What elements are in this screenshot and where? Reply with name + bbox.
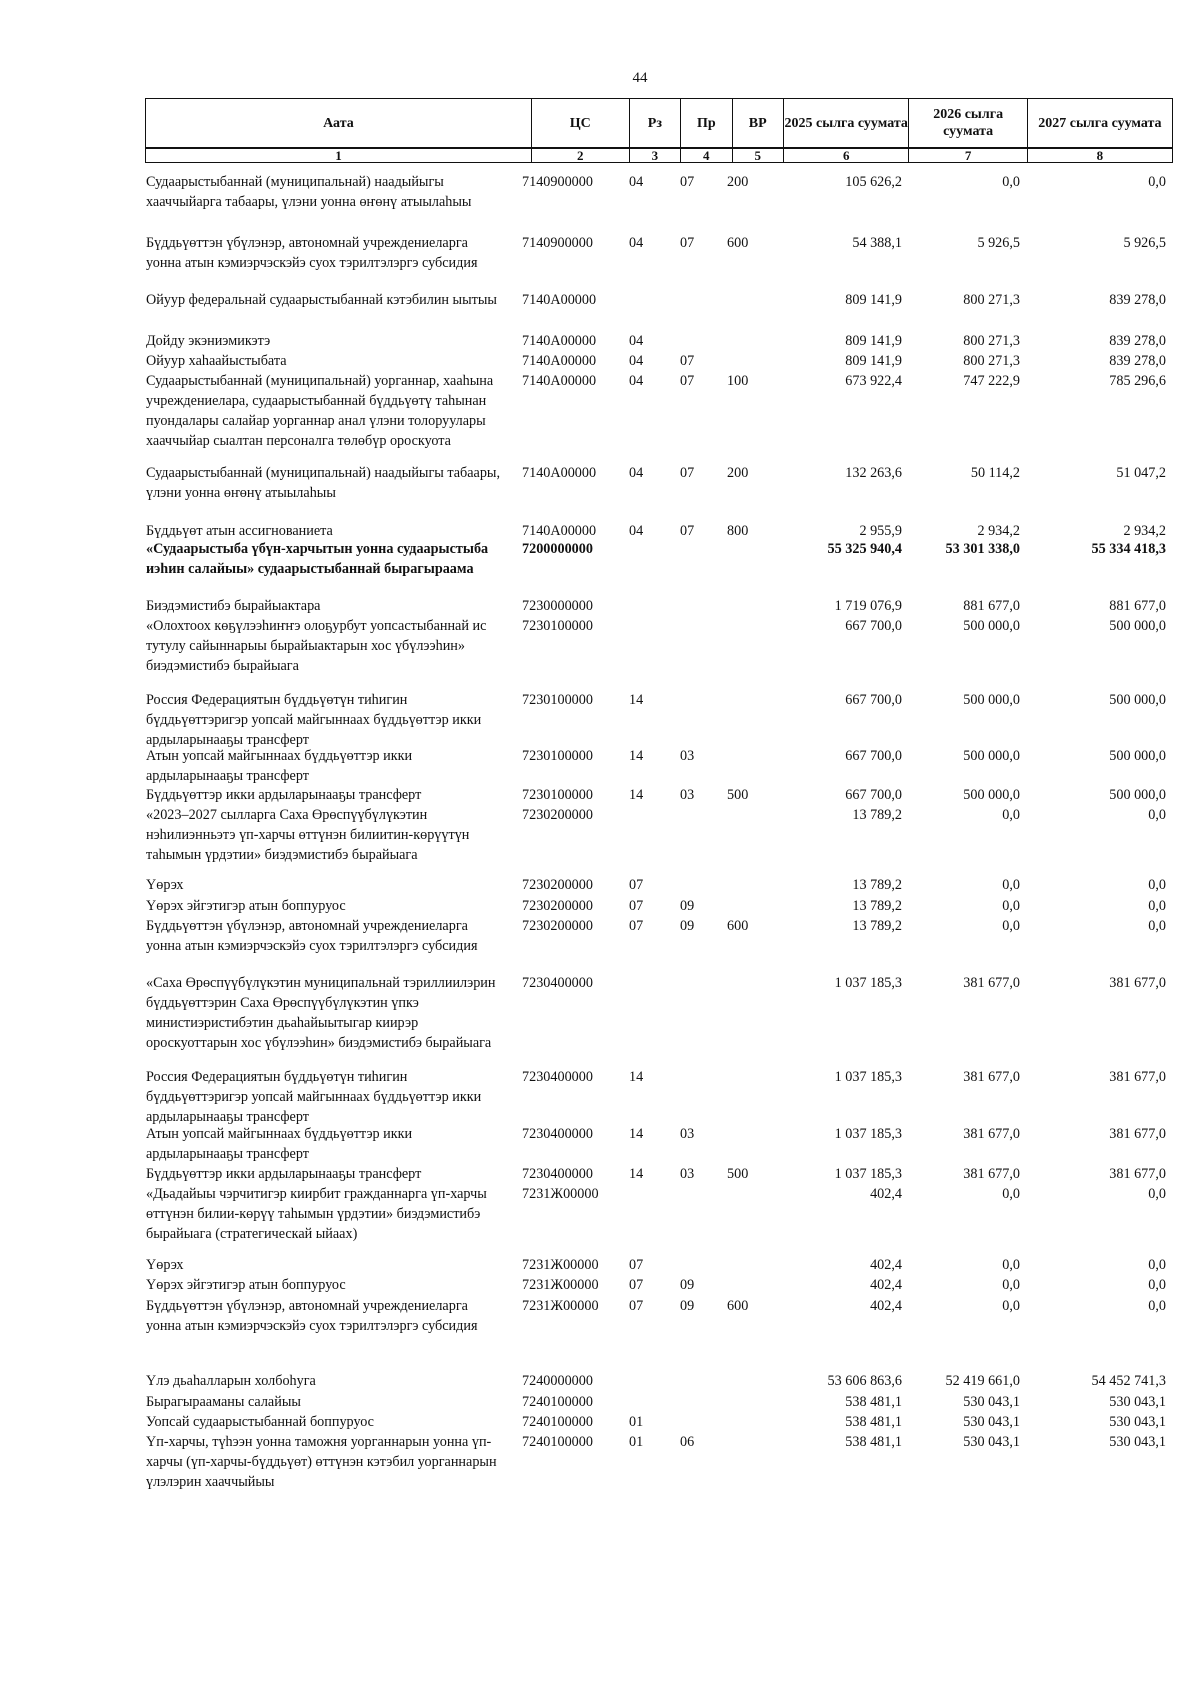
row-value-2025: 402,4 xyxy=(870,1298,902,1314)
row-pr: 03 xyxy=(680,1166,695,1182)
row-value-2026: 52 419 661,0 xyxy=(945,1373,1020,1389)
row-value-2026: 0,0 xyxy=(1002,918,1020,934)
row-value-2026: 5 926,5 xyxy=(977,235,1020,251)
row-name: Уопсай судаарыстыбаннай боппуруос xyxy=(146,1414,374,1430)
row-value-2027: 0,0 xyxy=(1148,1186,1166,1202)
row-value-2027: 381 677,0 xyxy=(1109,1166,1166,1182)
row-value-2027: 785 296,6 xyxy=(1109,373,1166,389)
row-value-2025: 667 700,0 xyxy=(845,618,902,634)
row-value-2026: 0,0 xyxy=(1002,898,1020,914)
row-value-2026: 0,0 xyxy=(1002,807,1020,823)
row-value-2025: 1 037 185,3 xyxy=(834,1126,902,1142)
row-cs: 7230100000 xyxy=(522,787,593,803)
row-cs: 7231Ж00000 xyxy=(522,1298,599,1314)
column-number: 4 xyxy=(681,148,732,163)
row-cs: 7230400000 xyxy=(522,1126,593,1142)
row-name: «2023–2027 сылларга Саха Өрөспүүбүлүкэтин нэһилиэнньэтэ үп-харчы өттүнэн билиитин-көрүүтүн таһымын үрдэтии» биэдэмистибэ бырайыага xyxy=(146,807,470,863)
row-value-2025: 1 037 185,3 xyxy=(834,975,902,991)
row-cs: 7140А00000 xyxy=(522,523,597,539)
row-pr: 03 xyxy=(680,787,695,803)
row-value-2025: 132 263,6 xyxy=(845,465,902,481)
row-pr: 07 xyxy=(680,235,695,251)
row-pr: 07 xyxy=(680,353,695,369)
row-pr: 09 xyxy=(680,1277,695,1293)
row-name: Үөрэх эйгэтигэр атын боппуруос xyxy=(146,898,346,914)
row-value-2027: 0,0 xyxy=(1148,1277,1166,1293)
row-rz: 04 xyxy=(629,373,644,389)
row-value-2025: 13 789,2 xyxy=(852,877,902,893)
row-value-2027: 530 043,1 xyxy=(1109,1414,1166,1430)
row-rz: 04 xyxy=(629,523,644,539)
row-value-2026: 0,0 xyxy=(1002,174,1020,190)
column-number: 7 xyxy=(909,148,1027,163)
row-value-2027: 381 677,0 xyxy=(1109,975,1166,991)
column-number: 2 xyxy=(531,148,629,163)
row-rz: 14 xyxy=(629,1069,644,1085)
row-value-2025: 55 325 940,4 xyxy=(827,541,902,557)
row-name: «Судаарыстыба үбүн-харчытын уонна судаарыстыба иэһин салайыы» судаарыстыбаннай бырагыраама xyxy=(146,541,489,577)
row-value-2025: 13 789,2 xyxy=(852,898,902,914)
row-value-2025: 13 789,2 xyxy=(852,918,902,934)
row-value-2026: 500 000,0 xyxy=(963,692,1020,708)
row-name: Бүддьүөттэн үбүлэнэр, автономнай учреждениеларга уонна атын кэмиэрчэскэйэ суох тэрилтэлэргэ субсидия xyxy=(146,1298,478,1334)
row-value-2027: 51 047,2 xyxy=(1116,465,1166,481)
row-value-2025: 54 388,1 xyxy=(852,235,902,251)
row-value-2027: 839 278,0 xyxy=(1109,333,1166,349)
row-cs: 7240000000 xyxy=(522,1373,593,1389)
row-vr: 800 xyxy=(727,523,749,539)
header-2025: 2025 сылга суумата xyxy=(783,99,909,149)
row-value-2026: 530 043,1 xyxy=(963,1434,1020,1450)
row-cs: 7230400000 xyxy=(522,975,593,991)
row-cs: 7231Ж00000 xyxy=(522,1186,599,1202)
row-rz: 14 xyxy=(629,1126,644,1142)
row-value-2027: 0,0 xyxy=(1148,918,1166,934)
row-value-2026: 381 677,0 xyxy=(963,975,1020,991)
row-value-2026: 800 271,3 xyxy=(963,333,1020,349)
row-value-2026: 381 677,0 xyxy=(963,1126,1020,1142)
row-cs: 7230200000 xyxy=(522,877,593,893)
row-pr: 07 xyxy=(680,465,695,481)
row-value-2026: 800 271,3 xyxy=(963,292,1020,308)
row-value-2025: 105 626,2 xyxy=(845,174,902,190)
header-cs: ЦС xyxy=(531,99,629,149)
row-value-2025: 667 700,0 xyxy=(845,692,902,708)
row-name: Атын уопсай майгыннаах бүддьүөттэр икки ардыларынааҕы трансферт xyxy=(146,1126,413,1162)
row-name: «Олохтоох көҕүлээһиҥҥэ олоҕурбут уопсастыбаннай ис тутулу сайыннарыы бырайыактарын хос үбүлээһин» биэдэмистибэ бырайыага xyxy=(146,618,487,674)
row-value-2027: 500 000,0 xyxy=(1109,618,1166,634)
row-value-2025: 667 700,0 xyxy=(845,787,902,803)
row-vr: 500 xyxy=(727,787,749,803)
row-value-2027: 0,0 xyxy=(1148,877,1166,893)
row-name: Бырагырааманы салайыы xyxy=(146,1394,301,1410)
row-cs: 7140А00000 xyxy=(522,373,597,389)
row-value-2026: 0,0 xyxy=(1002,877,1020,893)
row-cs: 7230200000 xyxy=(522,807,593,823)
row-value-2026: 0,0 xyxy=(1002,1277,1020,1293)
row-name: Ойуур федеральнай судаарыстыбаннай кэтэбилин ыытыы xyxy=(146,292,497,308)
row-vr: 600 xyxy=(727,1298,749,1314)
row-value-2027: 500 000,0 xyxy=(1109,787,1166,803)
row-rz: 04 xyxy=(629,333,644,349)
row-value-2026: 500 000,0 xyxy=(963,618,1020,634)
row-value-2025: 667 700,0 xyxy=(845,748,902,764)
row-rz: 04 xyxy=(629,353,644,369)
row-name: Бүддьүөт атын ассигнованиета xyxy=(146,523,333,539)
row-value-2025: 402,4 xyxy=(870,1186,902,1202)
row-value-2025: 673 922,4 xyxy=(845,373,902,389)
table-header xyxy=(145,98,1173,163)
column-number: 5 xyxy=(732,148,783,163)
row-name: Судаарыстыбаннай (муниципальнай) уорганнар, хааһына учреждениелара, судаарыстыбаннай бүддьүөтү таһынан пуондалары салайар уорганнар анал үлэни толоруулары хааччыйар сыалтан персоналга төлөбүр ороскуота xyxy=(146,373,494,449)
row-value-2025: 402,4 xyxy=(870,1257,902,1273)
row-pr: 03 xyxy=(680,748,695,764)
row-cs: 7231Ж00000 xyxy=(522,1277,599,1293)
row-name: Ойуур хаһаайыстыбата xyxy=(146,353,287,369)
row-rz: 01 xyxy=(629,1414,644,1430)
row-value-2025: 538 481,1 xyxy=(845,1434,902,1450)
row-cs: 7230100000 xyxy=(522,692,593,708)
row-cs: 7230400000 xyxy=(522,1069,593,1085)
row-value-2025: 1 037 185,3 xyxy=(834,1069,902,1085)
row-value-2027: 381 677,0 xyxy=(1109,1069,1166,1085)
column-number: 3 xyxy=(629,148,680,163)
row-pr: 07 xyxy=(680,523,695,539)
row-value-2026: 530 043,1 xyxy=(963,1394,1020,1410)
row-value-2025: 13 789,2 xyxy=(852,807,902,823)
row-cs: 7230400000 xyxy=(522,1166,593,1182)
row-name: Россия Федерациятын бүддьүөтүн тиһигин бүддьүөттэригэр уопсай майгыннаах бүддьүөттэр икки ардыларынааҕы трансферт xyxy=(146,692,482,748)
row-cs: 7140900000 xyxy=(522,235,593,251)
row-pr: 07 xyxy=(680,174,695,190)
page-number: 44 xyxy=(632,70,648,86)
row-value-2027: 881 677,0 xyxy=(1109,598,1166,614)
row-name: Үөрэх xyxy=(146,1257,184,1273)
row-value-2026: 747 222,9 xyxy=(963,373,1020,389)
row-cs: 7200000000 xyxy=(522,541,593,557)
row-value-2026: 381 677,0 xyxy=(963,1166,1020,1182)
row-cs: 7230100000 xyxy=(522,748,593,764)
row-rz: 04 xyxy=(629,235,644,251)
row-value-2027: 839 278,0 xyxy=(1109,292,1166,308)
row-name: Үөрэх эйгэтигэр атын боппуруос xyxy=(146,1277,346,1293)
row-cs: 7230100000 xyxy=(522,618,593,634)
row-value-2025: 809 141,9 xyxy=(845,333,902,349)
row-rz: 07 xyxy=(629,877,644,893)
row-cs: 7140А00000 xyxy=(522,333,597,349)
row-rz: 07 xyxy=(629,1257,644,1273)
row-name: Үөрэх xyxy=(146,877,184,893)
row-value-2025: 402,4 xyxy=(870,1277,902,1293)
row-value-2026: 500 000,0 xyxy=(963,748,1020,764)
row-value-2026: 381 677,0 xyxy=(963,1069,1020,1085)
header-rz: Рз xyxy=(629,99,680,149)
row-value-2025: 1 037 185,3 xyxy=(834,1166,902,1182)
row-pr: 06 xyxy=(680,1434,695,1450)
row-value-2026: 800 271,3 xyxy=(963,353,1020,369)
row-value-2026: 2 934,2 xyxy=(977,523,1020,539)
row-pr: 09 xyxy=(680,898,695,914)
row-vr: 100 xyxy=(727,373,749,389)
row-rz: 07 xyxy=(629,898,644,914)
row-value-2025: 2 955,9 xyxy=(859,523,902,539)
row-value-2027: 839 278,0 xyxy=(1109,353,1166,369)
row-cs: 7140А00000 xyxy=(522,353,597,369)
row-name: Дойду экэниэмикэтэ xyxy=(146,333,271,349)
row-name: Судаарыстыбаннай (муниципальнай) наадыйыгы хааччыйарга табаары, үлэни уонна өҥөнү атыылаһыы xyxy=(146,174,472,210)
row-name: Бүддьүөттэр икки ардыларынааҕы трансферт xyxy=(146,787,422,803)
row-cs: 7140А00000 xyxy=(522,465,597,481)
row-value-2026: 0,0 xyxy=(1002,1298,1020,1314)
row-rz: 07 xyxy=(629,918,644,934)
row-value-2026: 50 114,2 xyxy=(970,465,1020,481)
row-vr: 600 xyxy=(727,235,749,251)
row-vr: 200 xyxy=(727,465,749,481)
row-value-2027: 500 000,0 xyxy=(1109,692,1166,708)
row-rz: 07 xyxy=(629,1298,644,1314)
header-vr: ВР xyxy=(732,99,783,149)
row-value-2027: 2 934,2 xyxy=(1123,523,1166,539)
row-value-2025: 538 481,1 xyxy=(845,1394,902,1410)
row-name: Бүддьүөттэн үбүлэнэр, автономнай учреждениеларга уонна атын кэмиэрчэскэйэ суох тэрилтэлэргэ субсидия xyxy=(146,235,478,271)
column-number: 8 xyxy=(1027,148,1172,163)
row-value-2026: 530 043,1 xyxy=(963,1414,1020,1430)
row-name: Судаарыстыбаннай (муниципальнай) наадыйыгы табаары, үлэни уонна өҥөнү атыылаһыы xyxy=(146,465,501,501)
row-cs: 7231Ж00000 xyxy=(522,1257,599,1273)
row-cs: 7140900000 xyxy=(522,174,593,190)
row-name: Атын уопсай майгыннаах бүддьүөттэр икки ардыларынааҕы трансферт xyxy=(146,748,413,784)
row-pr: 03 xyxy=(680,1126,695,1142)
row-rz: 01 xyxy=(629,1434,644,1450)
row-value-2025: 53 606 863,6 xyxy=(827,1373,902,1389)
row-rz: 14 xyxy=(629,748,644,764)
row-value-2026: 53 301 338,0 xyxy=(945,541,1020,557)
column-number: 6 xyxy=(783,148,909,163)
row-name: Биэдэмистибэ бырайыактара xyxy=(146,598,321,614)
row-rz: 04 xyxy=(629,174,644,190)
row-value-2026: 500 000,0 xyxy=(963,787,1020,803)
row-value-2027: 0,0 xyxy=(1148,1298,1166,1314)
row-value-2027: 55 334 418,3 xyxy=(1091,541,1166,557)
row-value-2027: 530 043,1 xyxy=(1109,1434,1166,1450)
row-value-2027: 530 043,1 xyxy=(1109,1394,1166,1410)
row-rz: 14 xyxy=(629,1166,644,1182)
row-cs: 7230200000 xyxy=(522,918,593,934)
row-value-2025: 538 481,1 xyxy=(845,1414,902,1430)
row-value-2025: 809 141,9 xyxy=(845,292,902,308)
row-name: Бүддьүөттэр икки ардыларынааҕы трансферт xyxy=(146,1166,422,1182)
row-name: «Саха Өрөспүүбүлүкэтин муниципальнай тэриллиилэрин бүддьүөттэрин Саха Өрөспүүбүлүкэтин үпкэ министиэристибэтин дьаһайыытыгар киирэр ороскуоттарын хос үбүлээһин» биэдэмистибэ бырайыага xyxy=(146,975,496,1051)
row-cs: 7230000000 xyxy=(522,598,593,614)
column-number: 1 xyxy=(146,148,532,163)
row-rz: 07 xyxy=(629,1277,644,1293)
header-name: Аата xyxy=(146,99,532,149)
header-2027: 2027 сылга суумата xyxy=(1027,99,1172,149)
row-value-2027: 54 452 741,3 xyxy=(1091,1373,1166,1389)
header-2026: 2026 сылга суумата xyxy=(909,99,1027,149)
row-name: Россия Федерациятын бүддьүөтүн тиһигин бүддьүөттэригэр уопсай майгыннаах бүддьүөттэр икки ардыларынааҕы трансферт xyxy=(146,1069,482,1125)
row-rz: 04 xyxy=(629,465,644,481)
row-value-2026: 0,0 xyxy=(1002,1257,1020,1273)
row-value-2027: 381 677,0 xyxy=(1109,1126,1166,1142)
row-value-2025: 1 719 076,9 xyxy=(834,598,902,614)
row-vr: 200 xyxy=(727,174,749,190)
row-value-2027: 5 926,5 xyxy=(1123,235,1166,251)
row-value-2026: 0,0 xyxy=(1002,1186,1020,1202)
row-name: Үлэ дьаһалларын холбоһуга xyxy=(146,1373,316,1389)
row-value-2027: 500 000,0 xyxy=(1109,748,1166,764)
row-name: «Дьадайыы чэрчитигэр киирбит гражданнарга үп-харчы өттүнэн билии-көрүү таһымын үрдэтии» биэдэмистибэ бырайыага (стратегическай ыйаах) xyxy=(146,1186,487,1242)
row-rz: 14 xyxy=(629,787,644,803)
row-value-2027: 0,0 xyxy=(1148,174,1166,190)
row-value-2025: 809 141,9 xyxy=(845,353,902,369)
row-name: Үп-харчы, түһээн уонна таможня уорганнарын уонна үп-харчы (үп-харчы-бүддьүөт) өттүнэн кэтэбил уорганнарын үлэлэрин хааччыйыы xyxy=(146,1434,497,1490)
row-cs: 7240100000 xyxy=(522,1394,593,1410)
row-rz: 14 xyxy=(629,692,644,708)
row-cs: 7240100000 xyxy=(522,1414,593,1430)
row-name: Бүддьүөттэн үбүлэнэр, автономнай учреждениеларга уонна атын кэмиэрчэскэйэ суох тэрилтэлэргэ субсидия xyxy=(146,918,478,954)
row-vr: 600 xyxy=(727,918,749,934)
row-pr: 09 xyxy=(680,918,695,934)
row-cs: 7240100000 xyxy=(522,1434,593,1450)
row-value-2027: 0,0 xyxy=(1148,807,1166,823)
row-value-2027: 0,0 xyxy=(1148,898,1166,914)
row-value-2026: 881 677,0 xyxy=(963,598,1020,614)
row-pr: 09 xyxy=(680,1298,695,1314)
row-cs: 7140А00000 xyxy=(522,292,597,308)
row-cs: 7230200000 xyxy=(522,898,593,914)
row-vr: 500 xyxy=(727,1166,749,1182)
header-pr: Пр xyxy=(681,99,732,149)
row-pr: 07 xyxy=(680,373,695,389)
row-value-2027: 0,0 xyxy=(1148,1257,1166,1273)
